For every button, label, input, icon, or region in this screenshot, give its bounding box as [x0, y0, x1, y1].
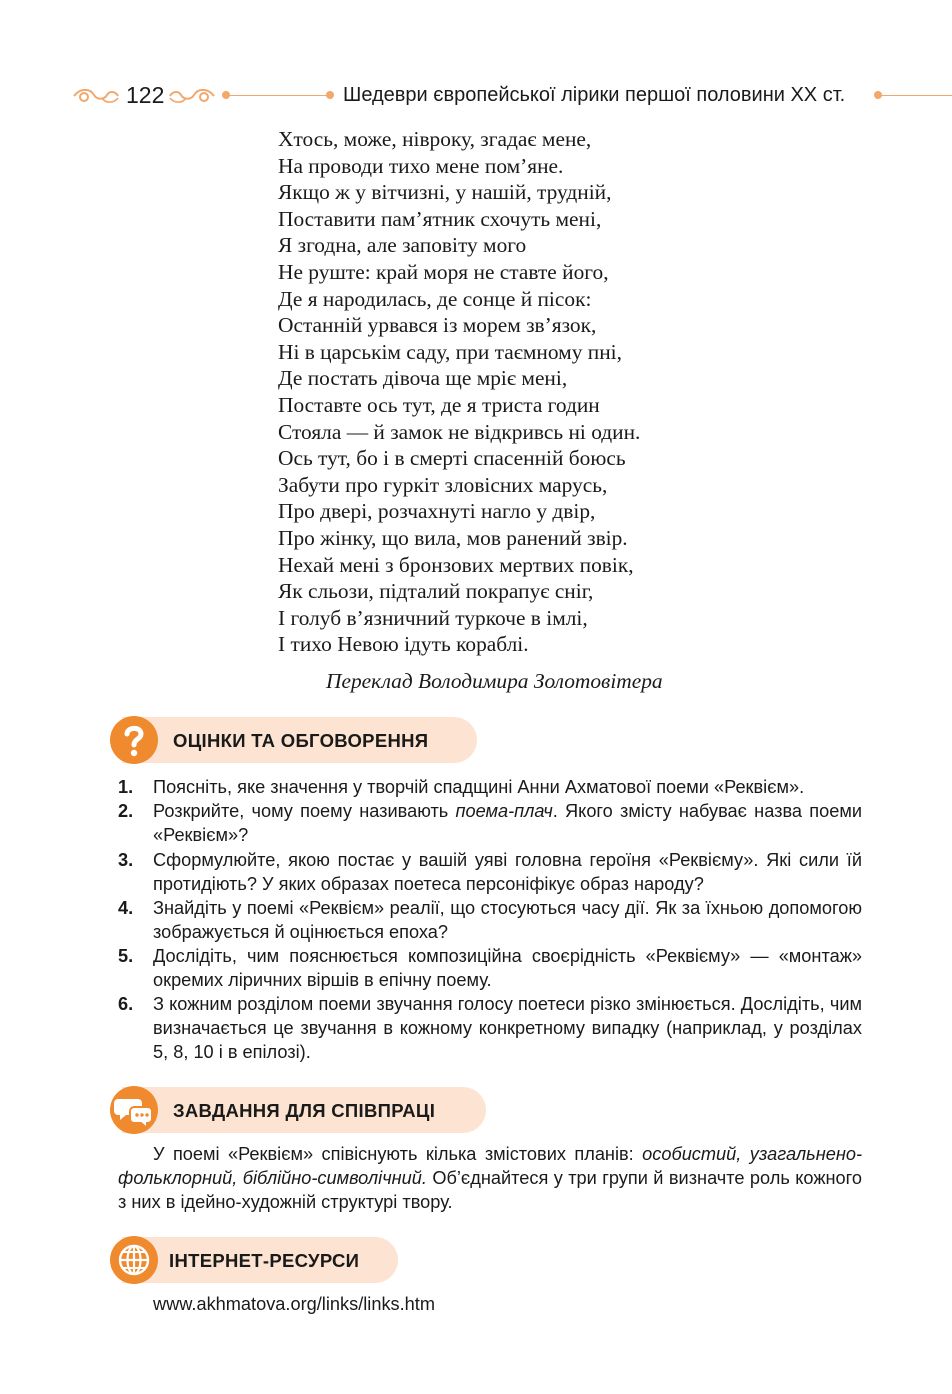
page-header	[0, 78, 952, 114]
chat-bubbles-icon	[110, 1086, 158, 1134]
text-run: Дослідіть, чим пояснюється композиційна своєрідність «Реквієму» — «монтаж» окремих ліричних віршів в епічну поему.	[153, 946, 862, 991]
poem-text	[278, 126, 798, 658]
running-title: Шедеври європейської лірики першої половини ХХ ст.	[343, 84, 846, 106]
poem-line: Ось тут, бо і в смерті спасенній боюсь	[278, 446, 626, 471]
poem-line: Останній урвався із морем зв’язок,	[278, 313, 597, 338]
text-run: Об’єднайтеся у три групи й визначте роль кожного з них в ідейно-художній структурі твору.	[118, 1168, 862, 1212]
questions-list	[118, 775, 862, 1065]
header-rule	[877, 95, 952, 96]
emphasized-text: поема-плач	[455, 801, 553, 822]
internet-resource-link[interactable]: www.akhmatova.org/links/links.htm	[153, 1294, 436, 1314]
poem-line: Про жінку, що вила, мов ранений звір.	[278, 525, 628, 550]
section-title: ІНТЕРНЕТ-РЕСУРСИ	[169, 1250, 360, 1271]
text-run: Знайдіть у поемі «Реквієм» реалії, що стосуються часу дії. Як за їхньою допомогою зображується й оцінюється епоха?	[153, 897, 862, 942]
question-number: 1.	[118, 777, 134, 797]
poem-line: Забути про гуркіт зловісних марусь,	[278, 472, 608, 497]
poem-line: Стояла — й замок не відкривсь ні один.	[278, 419, 641, 444]
text-run: . Якого змісту набуває назва поеми «Реквієм»?	[153, 801, 862, 846]
text-run: Поясніть, яке значення у творчій спадщині Анни Ахматової поеми «Реквієм».	[153, 777, 805, 797]
question-item	[118, 848, 862, 896]
text-run: Розкрийте, чому поему називають	[153, 801, 456, 822]
section-title: ЗАВДАННЯ ДЛЯ СПІВПРАЦІ	[173, 1100, 436, 1121]
text-run: У поемі «Реквієм» співіснують кілька змістових планів:	[153, 1144, 643, 1164]
poem-line: Поставити пам’ятник схочуть мені,	[278, 206, 602, 231]
poem-line: Не руште: край моря не ставте його,	[278, 259, 609, 284]
section-title: ОЦІНКИ ТА ОБГОВОРЕННЯ	[173, 730, 429, 751]
poem-line: Хтось, може, нівроку, згадає мене,	[278, 127, 592, 151]
question-item	[118, 896, 862, 944]
translation-credit: Переклад Володимира Золотовітера	[326, 669, 663, 693]
page-number: 122	[126, 82, 165, 108]
question-item	[118, 799, 862, 847]
poem-line: Як сльози, підталий покрапує сніг,	[278, 579, 594, 604]
poem-line: І тихо Невою ідуть кораблі.	[278, 632, 529, 657]
rule-dot	[326, 91, 334, 99]
right-flourish-ornament-icon	[168, 86, 216, 106]
question-icon	[110, 716, 158, 764]
emphasized-text: особистий, узагальнено-фольклорний, біблійно-символічний.	[118, 1144, 862, 1188]
question-number: 6.	[118, 994, 134, 1015]
question-number: 2.	[118, 801, 134, 822]
poem-line: Я згодна, але заповіту мого	[278, 233, 527, 258]
poem-line: Де постать дівоча ще мріє мені,	[278, 366, 568, 391]
question-number: 5.	[118, 946, 134, 967]
poem-line: Ні в царськім саду, при таємному пні,	[278, 339, 622, 364]
text-run: Сформулюйте, якою постає у вашій уяві головна героїня «Реквієму». Які сили їй протидіють? У яких образах поетеса персоніфікує образ народу?	[153, 849, 862, 894]
text-run: З кожним розділом поеми звучання голосу поетеси різко змінюється. Дослідіть, чим визначається це звучання в кожному конкретному випадку (наприклад, у розділах 5, 8, 10 і в епілозі).	[153, 994, 862, 1063]
question-number: 3.	[118, 849, 134, 870]
question-item	[118, 944, 862, 992]
poem-line: Поставте ось тут, де я триста годин	[278, 392, 600, 417]
poem-line: Якщо ж у вітчизні, у нашій, трудній,	[278, 180, 612, 205]
collaboration-task	[118, 1142, 862, 1214]
left-flourish-ornament-icon	[72, 86, 120, 106]
poem-line: Про двері, розчахнуті нагло у двір,	[278, 499, 596, 524]
globe-icon	[110, 1236, 158, 1284]
question-number: 4.	[118, 897, 134, 918]
header-rule	[225, 95, 330, 96]
poem-line: На проводи тихо мене пом’яне.	[278, 153, 564, 178]
poem-line: І голуб в’язничний туркоче в імлі,	[278, 605, 588, 630]
poem-line: Нехай мені з бронзових мертвих повік,	[278, 552, 634, 577]
poem-line: Де я народилась, де сонце й пісок:	[278, 286, 592, 311]
question-item	[118, 775, 862, 799]
question-item	[118, 992, 862, 1064]
